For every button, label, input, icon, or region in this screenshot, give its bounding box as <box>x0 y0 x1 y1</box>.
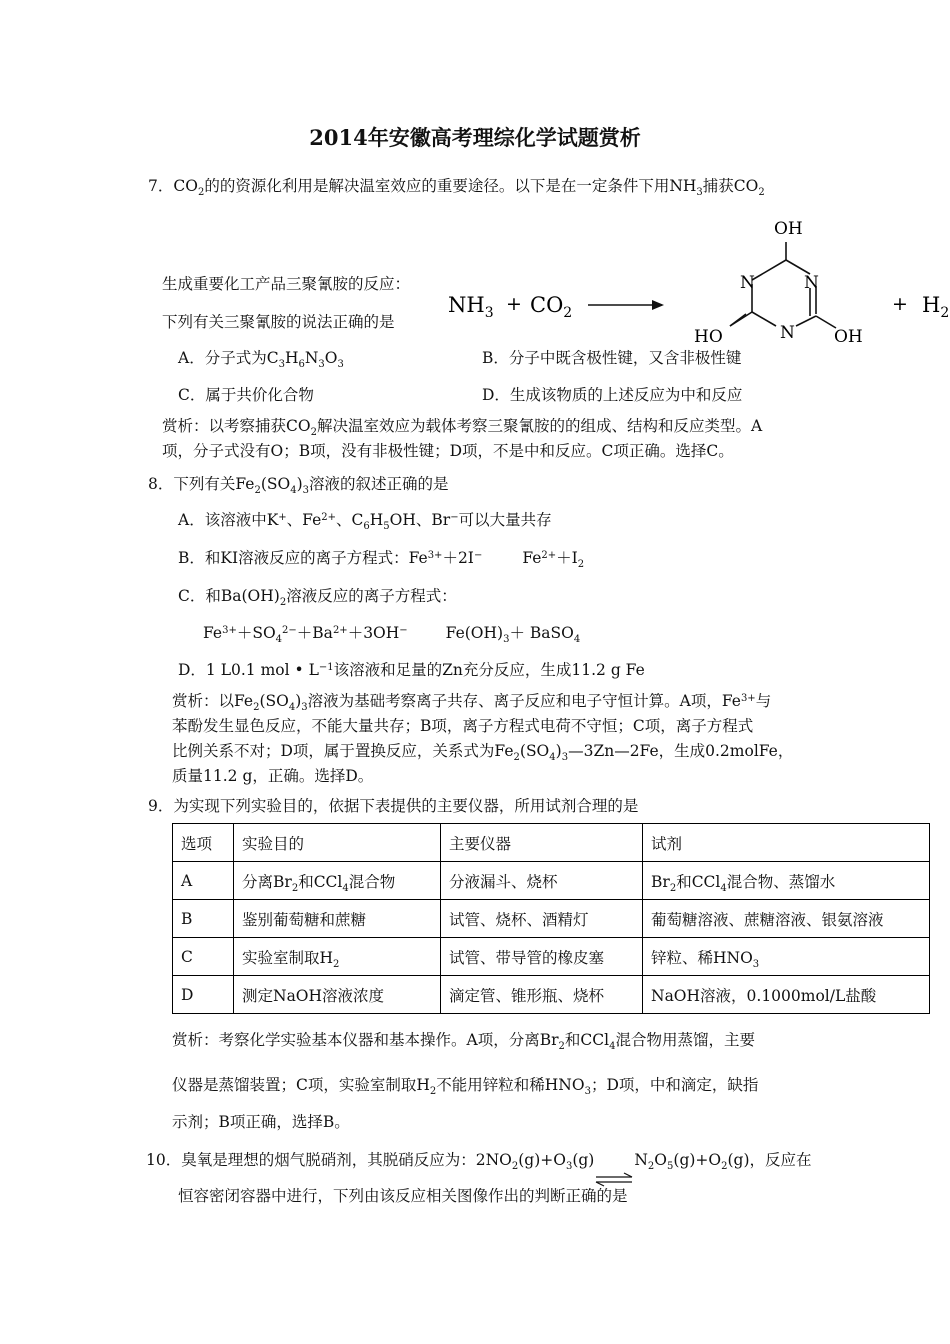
superscript: 2+ <box>321 512 337 523</box>
table-cell <box>234 862 441 900</box>
option-text: 该溶液和足量的Zn充分反应，生成11.2 g Fe <box>333 661 645 679</box>
subscript: 2 <box>758 187 765 198</box>
page-title: 2014年安徽高考理综化学试题赏析 <box>309 125 641 150</box>
table-header-cell: 主要仪器 <box>441 824 643 862</box>
table-header-cell: 选项 <box>173 824 234 862</box>
q8-stem-text: 8．下列有关Fe <box>148 475 255 493</box>
subscript: 6 <box>298 359 305 370</box>
equation-text: Fe(OH) <box>445 624 504 642</box>
q10-stem-text: N <box>634 1151 648 1169</box>
subscript: 3 <box>503 634 510 645</box>
subscript: 3 <box>696 187 703 198</box>
option-text: 溶液反应的离子方程式： <box>286 587 457 605</box>
table-cell: 试管、带导管的橡皮塞 <box>441 938 643 976</box>
q7-option-a[interactable] <box>178 348 344 368</box>
equation-text: ＋3OH <box>347 624 400 642</box>
subscript: 3 <box>584 1086 591 1097</box>
q10-stem-text: O <box>654 1151 668 1169</box>
subscript: 3 <box>301 702 308 713</box>
option-text: 可以大量共存 <box>458 511 552 529</box>
cell-text: 混合物 <box>348 872 396 891</box>
subscript: 4 <box>342 882 349 894</box>
q8-option-c[interactable] <box>178 586 457 606</box>
subscript: 4 <box>609 1041 616 1052</box>
analysis-text: ) <box>555 742 562 760</box>
q10-stem-text: 10．臭氧是理想的烟气脱硝剂，其脱硝反应为：2NO <box>146 1151 512 1169</box>
q10-stem <box>146 1150 812 1170</box>
subscript: 2 <box>513 752 520 763</box>
analysis-text: —3Zn—2Fe，生成0.2molFe， <box>568 742 794 760</box>
cell-text: 和CCl <box>298 872 343 891</box>
superscript: + <box>278 512 287 523</box>
q8-option-b[interactable] <box>178 548 584 568</box>
q9-analysis-line1 <box>172 1030 755 1050</box>
q9-analysis-line3: 示剂；B项正确，选择B。 <box>172 1113 350 1131</box>
cell-text: 混合物、蒸馏水 <box>726 872 836 891</box>
subscript: 2 <box>197 187 205 198</box>
subscript: 4 <box>720 882 727 894</box>
analysis-text: 赏析：以Fe <box>172 692 254 710</box>
subscript: 2 <box>669 882 677 894</box>
plus-sign: + <box>892 293 908 315</box>
superscript: − <box>450 512 459 523</box>
q8-stem-text: (SO <box>260 475 291 493</box>
table-row <box>173 976 930 1014</box>
analysis-text: 与 <box>755 692 772 710</box>
q7-option-d[interactable]: D．生成该物质的上述反应为中和反应 <box>482 386 743 404</box>
subscript: 3 <box>318 359 325 370</box>
q8-stem <box>148 474 449 494</box>
subscript: 3 <box>302 485 310 496</box>
table-cell <box>643 938 930 976</box>
subscript: 3 <box>752 958 760 970</box>
option-text: 、Fe <box>286 511 322 529</box>
subscript: 2 <box>333 958 340 970</box>
h2o-label: $H_2$ <box>922 293 950 321</box>
table-cell: D <box>173 976 234 1014</box>
q8-stem-text: 溶液的叙述正确的是 <box>309 475 449 493</box>
q7-stem-text: CO <box>173 177 198 195</box>
q8-analysis-line2: 苯酚发生显色反应，不能大量共存；B项，离子方程式电荷不守恒；C项，离子方程式 <box>172 717 754 735</box>
subscript: 4 <box>288 702 296 713</box>
subscript: 4 <box>290 485 297 496</box>
q9-analysis-line2 <box>172 1075 758 1095</box>
equation-text: ＋Ba <box>296 624 333 642</box>
q8-option-a[interactable] <box>178 510 552 530</box>
q10-stem-text: (g) <box>572 1151 595 1169</box>
subscript: 3 <box>337 359 344 370</box>
subscript: 2 <box>577 559 585 570</box>
analysis-text: 赏析：考察化学实验基本仪器和基本操作。A项，分离Br <box>172 1031 559 1049</box>
subscript: 2 <box>558 1041 565 1052</box>
subscript: 2 <box>279 597 287 608</box>
q10-line2: 恒容密闭容器中进行，下列由该反应相关图像作出的判断正确的是 <box>178 1187 628 1205</box>
option-text: B．和KI溶液反应的离子方程式：Fe <box>178 549 428 567</box>
subscript: 2 <box>253 702 260 713</box>
table-row <box>173 900 930 938</box>
superscript: 2+ <box>541 550 557 561</box>
option-text: ＋2I <box>442 549 474 567</box>
table-cell: B <box>173 900 234 938</box>
option-text: N <box>304 349 319 367</box>
option-text: O <box>324 349 338 367</box>
reaction-equation <box>440 212 950 352</box>
option-text: 、C <box>336 511 364 529</box>
analysis-text: 比例关系不对；D项，属于置换反应，关系式为Fe <box>172 742 514 760</box>
n-right-label: N <box>804 273 819 293</box>
q10-stem-text: (g)，反应在 <box>727 1151 812 1169</box>
option-text: OH、Br <box>389 511 451 529</box>
q7-option-b[interactable]: B．分子中既含极性键，又含非极性键 <box>482 349 742 367</box>
subscript: 2 <box>721 1161 728 1172</box>
subscript: 2 <box>291 882 299 894</box>
n-left-label: N <box>740 273 755 293</box>
subscript: 2 <box>254 485 261 496</box>
q7-analysis-line2: 项，分子式没有O；B项，没有非极性键；D项，不是中和反应。C项正确。选择C。 <box>162 442 734 460</box>
table-cell: 葡萄糖溶液、蔗糖溶液、银氨溶液 <box>643 900 930 938</box>
table-row <box>173 862 930 900</box>
subscript: 5 <box>383 521 390 532</box>
reaction-arrow <box>588 300 664 310</box>
superscript: − <box>399 625 408 636</box>
superscript: 2+ <box>332 625 348 636</box>
option-text: A．该溶液中K <box>178 511 279 529</box>
cell-text: 锌粒、稀HNO <box>651 948 753 967</box>
q7-line3: 下列有关三聚氰胺的说法正确的是 <box>162 313 395 331</box>
subscript: 5 <box>667 1161 674 1172</box>
q10-stem-text: (g)+O <box>518 1151 566 1169</box>
analysis-text: 仪器是蒸馏装置；C项，实验室制取H <box>172 1076 430 1094</box>
q7-stem-text: 捕获CO <box>702 177 759 195</box>
subscript: 2 <box>511 1161 519 1172</box>
oh-top-label: OH <box>774 219 803 239</box>
table-cell <box>234 938 441 976</box>
option-text: H <box>369 511 384 529</box>
subscript: 4 <box>275 634 283 645</box>
equation-text: ＋SO <box>236 624 276 642</box>
co2-label: $CO_2$ <box>530 293 573 321</box>
analysis-text: ；D项，中和滴定，缺指 <box>590 1076 759 1094</box>
q7-number: 7． <box>148 177 174 195</box>
option-text: A．分子式为C <box>178 349 279 367</box>
table-cell <box>643 862 930 900</box>
table-row <box>173 938 930 976</box>
analysis-text: 赏析：以考察捕获CO <box>162 417 311 435</box>
ho-left-label: HO <box>694 327 723 347</box>
table-cell: 滴定管、锥形瓶、烧杯 <box>441 976 643 1014</box>
q9-options-table <box>172 823 930 1014</box>
plus-sign: + <box>506 293 522 315</box>
q8-option-c-equation <box>203 623 580 643</box>
table-header-cell: 试剂 <box>643 824 930 862</box>
superscript: − <box>473 550 483 561</box>
superscript: −1 <box>318 662 334 673</box>
subscript: 2 <box>429 1086 437 1097</box>
analysis-text: (SO <box>519 742 550 760</box>
table-cell: 分液漏斗、烧杯 <box>441 862 643 900</box>
subscript: 4 <box>573 634 581 645</box>
analysis-text: 混合物用蒸馏，主要 <box>615 1031 755 1049</box>
cell-text: 实验室制取H <box>242 948 334 967</box>
cell-text: 和CCl <box>676 872 721 891</box>
superscript: 2− <box>282 625 297 636</box>
q10-stem-text: (g)+O <box>673 1151 722 1169</box>
analysis-text: 解决温室效应为载体考察三聚氰胺的的组成、结构和反应类型。A <box>316 417 763 435</box>
subscript: 2 <box>310 427 317 438</box>
table-cell: 试管、烧杯、酒精灯 <box>441 900 643 938</box>
subscript: 6 <box>363 521 370 532</box>
superscript: 3+ <box>222 625 237 636</box>
oh-right-label: OH <box>834 327 863 347</box>
table-cell: 测定NaOH溶液浓度 <box>234 976 441 1014</box>
table-cell: NaOH溶液，0.1000mol/L盐酸 <box>643 976 930 1014</box>
cell-text: Br <box>651 872 670 891</box>
analysis-text: ) <box>295 692 302 710</box>
analysis-text: 不能用锌粒和稀HNO <box>436 1076 585 1094</box>
option-text: C．和Ba(OH) <box>178 587 280 605</box>
q8-analysis-line1 <box>172 691 771 711</box>
subscript: 3 <box>565 1161 573 1172</box>
table-header-row <box>173 824 930 862</box>
q9-stem: 9．为实现下列实验目的，依据下表提供的主要仪器，所用试剂合理的是 <box>148 797 639 815</box>
analysis-text: 溶液为基础考察离子共存、离子反应和电子守恒计算。A项，Fe <box>307 692 741 710</box>
q8-option-d[interactable] <box>178 660 645 680</box>
table-cell: C <box>173 938 234 976</box>
superscript: 3+ <box>740 693 756 704</box>
superscript: 3+ <box>427 550 443 561</box>
table-cell: 鉴别葡萄糖和蔗糖 <box>234 900 441 938</box>
table-cell: A <box>173 862 234 900</box>
q8-analysis-line4: 质量11.2 g，正确。选择D。 <box>172 767 374 785</box>
option-text: ＋I <box>556 549 578 567</box>
q7-stem <box>148 176 765 196</box>
nh3-label: $NH_3$ <box>448 293 494 321</box>
equation-text: Fe <box>203 624 223 642</box>
cell-text: 分离Br <box>242 872 292 891</box>
analysis-text: (SO <box>259 692 289 710</box>
subscript: 3 <box>561 752 569 763</box>
q7-stem-text: 的的资源化利用是解决温室效应的重要途径。以下是在一定条件下用NH <box>204 177 697 195</box>
q8-stem-text: ) <box>296 475 303 493</box>
option-text: Fe <box>522 549 542 567</box>
equation-text: ＋ BaSO <box>509 624 574 642</box>
option-text: D．1 L0.1 mol • L <box>178 661 319 679</box>
n-bottom-label: N <box>780 323 795 343</box>
q7-option-c[interactable]: C．属于共价化合物 <box>178 386 314 404</box>
subscript: 4 <box>549 752 556 763</box>
table-header-cell: 实验目的 <box>234 824 441 862</box>
q7-line2: 生成重要化工产品三聚氰胺的反应： <box>162 275 411 293</box>
option-text: H <box>284 349 299 367</box>
analysis-text: 和CCl <box>564 1031 610 1049</box>
subscript: 3 <box>278 359 285 370</box>
q8-analysis-line3 <box>172 741 793 761</box>
q7-analysis-line1 <box>162 416 762 436</box>
subscript: 2 <box>647 1161 655 1172</box>
